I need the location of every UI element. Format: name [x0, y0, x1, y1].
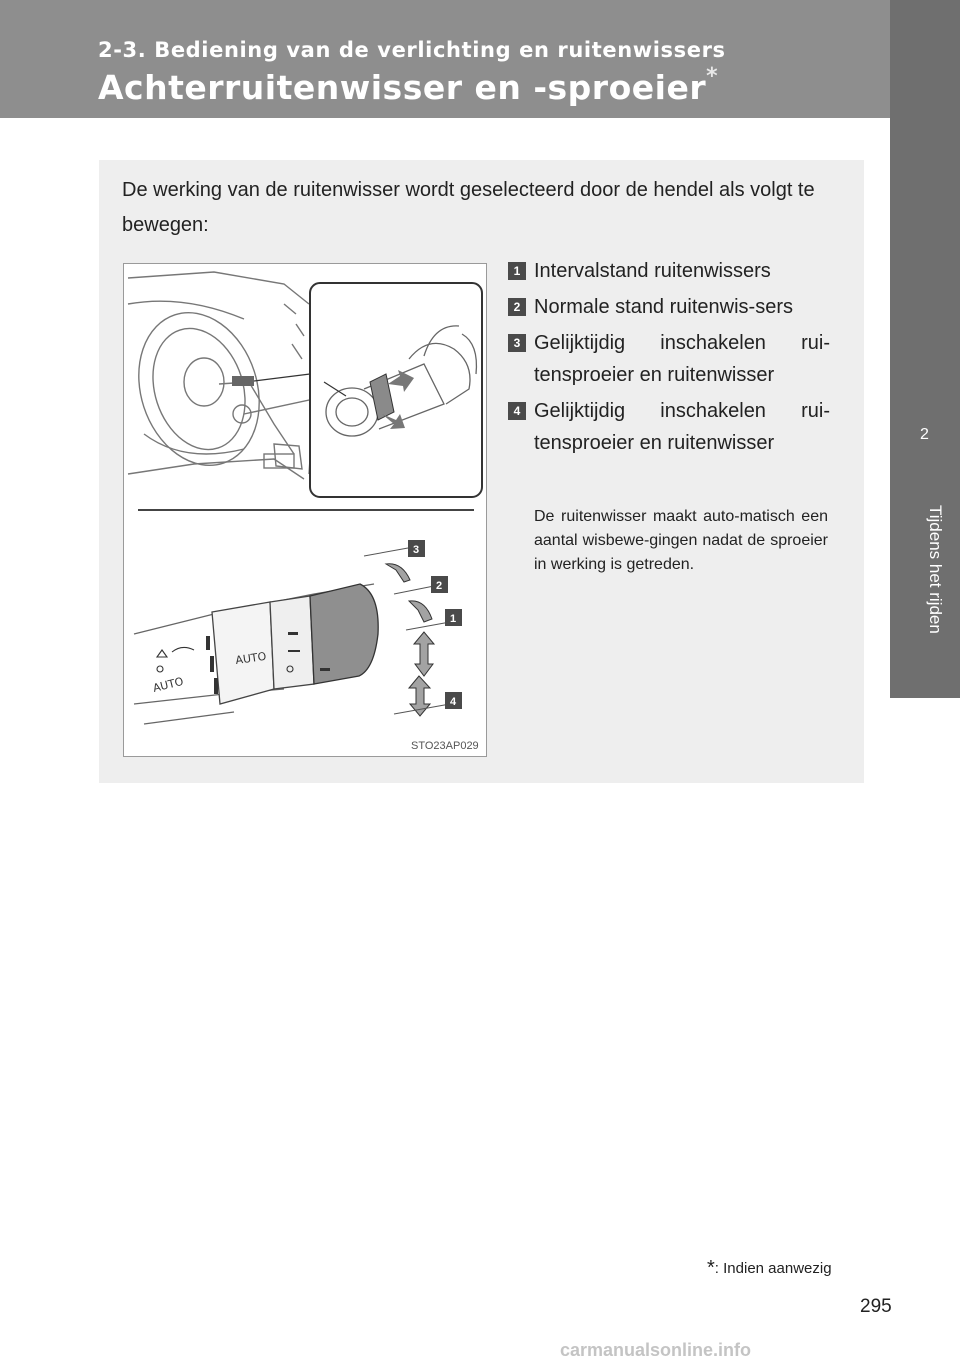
wiper-lever-illustration	[124, 264, 486, 756]
auto-label-lever: AUTO	[234, 649, 268, 667]
side-tab-top	[890, 0, 960, 393]
page-heading-text: Achterruitenwisser en -sproeier	[98, 68, 707, 107]
list-item	[508, 255, 830, 287]
list-item	[508, 291, 830, 323]
item-note: De ruitenwisser maakt auto-matisch een aantal wisbewe-gingen nadat de sproeier in werking is getreden.	[534, 508, 828, 573]
footnote-asterisk: *	[707, 1257, 715, 1279]
item-text: Intervalstand ruitenwissers	[534, 260, 771, 282]
callout-3: 3	[413, 544, 420, 556]
chapter-label: Tijdens het rijden	[926, 505, 945, 634]
list-item	[508, 327, 830, 391]
page-number: 295	[860, 1296, 892, 1317]
footnote	[707, 1256, 832, 1279]
intro-text: De werking van de ruitenwisser wordt geselecteerd door de hendel als volgt te bewegen:	[122, 179, 815, 236]
wiper-lever-figure	[123, 263, 487, 757]
item-number: 1	[508, 262, 526, 280]
side-tab-bottom	[890, 698, 960, 1366]
footnote-text: : Indien aanwezig	[714, 1260, 832, 1277]
watermark: carmanualsonline.info	[560, 1340, 752, 1360]
item-number: 3	[508, 334, 526, 352]
operation-list	[508, 255, 830, 463]
item-text: Gelijktijdig inschakelen rui-tensproeier en ruitenwisser	[534, 332, 830, 386]
heading-asterisk: *	[706, 64, 719, 89]
figure-code: STO23AP029	[411, 740, 479, 752]
callout-4: 4	[450, 696, 457, 708]
list-item	[508, 395, 830, 459]
section-title: 2-3. Bediening van de verlichting en ruitenwissers	[98, 38, 726, 62]
item-number: 4	[508, 402, 526, 420]
item-text: Gelijktijdig inschakelen rui-tensproeier en ruitenwisser	[534, 400, 830, 454]
auto-label-scale: AUTO	[151, 674, 185, 695]
callout-2: 2	[436, 580, 443, 592]
page-heading	[98, 64, 719, 107]
callout-1: 1	[450, 613, 457, 625]
item-text: Normale stand ruitenwis-sers	[534, 296, 793, 318]
chapter-number: 2	[920, 426, 929, 443]
item-number: 2	[508, 298, 526, 316]
